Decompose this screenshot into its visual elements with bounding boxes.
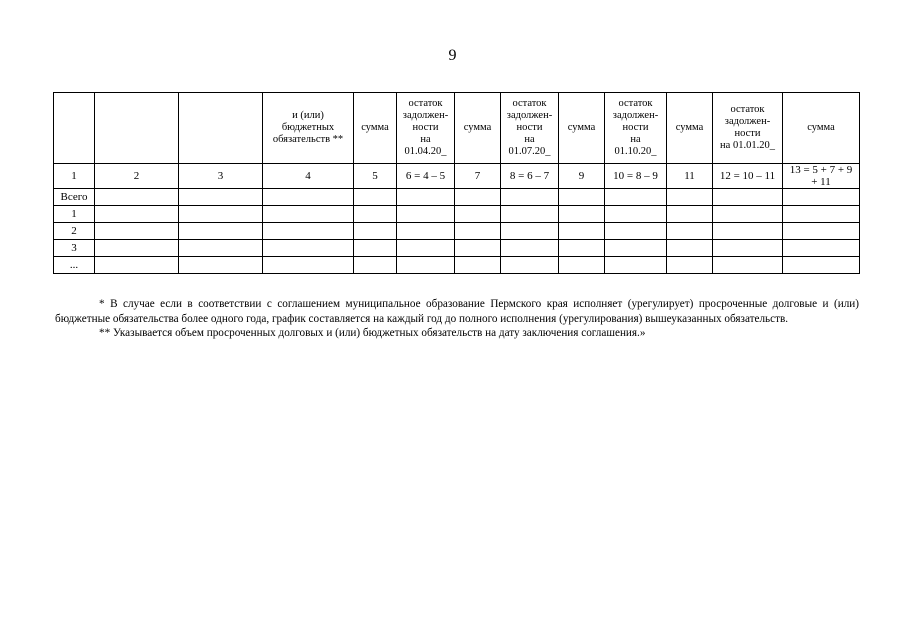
column-number-cell: 10 = 8 – 9 <box>605 164 667 189</box>
table-cell <box>455 223 501 240</box>
row-label: 1 <box>54 206 95 223</box>
table-cell <box>179 206 263 223</box>
header-cell: и (или) бюджетных обязательств ** <box>263 93 354 164</box>
header-cell: сумма <box>667 93 713 164</box>
table-cell <box>501 240 559 257</box>
row-label: Всего <box>54 189 95 206</box>
table-cell <box>397 206 455 223</box>
header-cell: сумма <box>559 93 605 164</box>
header-cell: остаток задолжен- ности на 01.07.20_ <box>501 93 559 164</box>
table-cell <box>713 206 783 223</box>
table-cell <box>605 189 667 206</box>
table-cell <box>559 240 605 257</box>
column-number-cell: 6 = 4 – 5 <box>397 164 455 189</box>
table-cell <box>713 257 783 274</box>
table-cell <box>397 223 455 240</box>
table-cell <box>179 257 263 274</box>
column-number-cell: 8 = 6 – 7 <box>501 164 559 189</box>
header-cell <box>179 93 263 164</box>
column-number-cell: 9 <box>559 164 605 189</box>
table-cell <box>455 206 501 223</box>
table-cell <box>263 240 354 257</box>
table-cell <box>501 206 559 223</box>
table-cell <box>263 223 354 240</box>
table-cell <box>783 240 860 257</box>
table-cell <box>95 189 179 206</box>
column-number-cell: 2 <box>95 164 179 189</box>
table-cell <box>397 257 455 274</box>
footnotes <box>55 297 859 341</box>
table-cell <box>179 189 263 206</box>
column-number-cell: 3 <box>179 164 263 189</box>
repayment-schedule-table <box>53 92 860 274</box>
table-header-row <box>54 93 860 164</box>
footnote-2: ** Указывается объем просроченных долговых и (или) бюджетных обязательств на дату заключения соглашения.» <box>99 327 646 339</box>
table-cell <box>95 240 179 257</box>
table-cell <box>667 206 713 223</box>
table-cell <box>354 206 397 223</box>
table-cell <box>179 223 263 240</box>
table-cell <box>263 257 354 274</box>
table-cell <box>354 189 397 206</box>
header-cell: остаток задолжен- ности на 01.10.20_ <box>605 93 667 164</box>
table-cell <box>455 189 501 206</box>
column-number-cell: 5 <box>354 164 397 189</box>
column-number-cell: 1 <box>54 164 95 189</box>
page-number: 9 <box>448 47 457 64</box>
table-cell <box>667 240 713 257</box>
table-cell <box>713 189 783 206</box>
table-cell <box>713 240 783 257</box>
table-cell <box>605 223 667 240</box>
table-row <box>54 206 860 223</box>
header-cell: сумма <box>354 93 397 164</box>
table-cell <box>559 257 605 274</box>
table-cell <box>783 257 860 274</box>
table-cell <box>455 240 501 257</box>
table-cell <box>95 257 179 274</box>
header-cell <box>95 93 179 164</box>
table-cell <box>263 206 354 223</box>
header-cell: остаток задолжен- ности на 01.01.20_ <box>713 93 783 164</box>
table-cell <box>179 240 263 257</box>
table-cell <box>95 206 179 223</box>
footnote-1: * В случае если в соответствии с соглашением муниципальное образование Пермского края исполняет (урегулирует) просроченные долговые и (или) бюджетные обязательства более одного года, график составляется на каждый год до полного исполнения (урегулирования) вышеуказанных обязательств. <box>55 298 859 325</box>
table-cell <box>559 206 605 223</box>
table-cell <box>783 223 860 240</box>
table-cell <box>559 223 605 240</box>
column-number-cell: 12 = 10 – 11 <box>713 164 783 189</box>
table-cell <box>354 257 397 274</box>
table-cell <box>263 189 354 206</box>
table-cell <box>559 189 605 206</box>
table-cell <box>713 223 783 240</box>
column-number-cell: 13 = 5 + 7 + 9 + 11 <box>783 164 860 189</box>
table-cell <box>667 189 713 206</box>
table-cell <box>605 240 667 257</box>
table-cell <box>783 189 860 206</box>
table-row <box>54 223 860 240</box>
table-row <box>54 257 860 274</box>
column-number-row <box>54 164 860 189</box>
row-label: 3 <box>54 240 95 257</box>
column-number-cell: 11 <box>667 164 713 189</box>
table-cell <box>455 257 501 274</box>
table-cell <box>397 189 455 206</box>
header-cell: сумма <box>783 93 860 164</box>
column-number-cell: 7 <box>455 164 501 189</box>
table-cell <box>667 257 713 274</box>
table-cell <box>605 206 667 223</box>
table-cell <box>95 223 179 240</box>
header-cell <box>54 93 95 164</box>
table-cell <box>354 223 397 240</box>
table-cell <box>501 189 559 206</box>
table-row <box>54 240 860 257</box>
table-cell <box>397 240 455 257</box>
row-label: 2 <box>54 223 95 240</box>
table-cell <box>667 223 713 240</box>
header-cell: сумма <box>455 93 501 164</box>
header-cell: остаток задолжен- ности на 01.04.20_ <box>397 93 455 164</box>
table-cell <box>501 257 559 274</box>
table-cell <box>783 206 860 223</box>
table-row-total <box>54 189 860 206</box>
row-label: ... <box>54 257 95 274</box>
table-cell <box>605 257 667 274</box>
column-number-cell: 4 <box>263 164 354 189</box>
table-cell <box>354 240 397 257</box>
table-cell <box>501 223 559 240</box>
